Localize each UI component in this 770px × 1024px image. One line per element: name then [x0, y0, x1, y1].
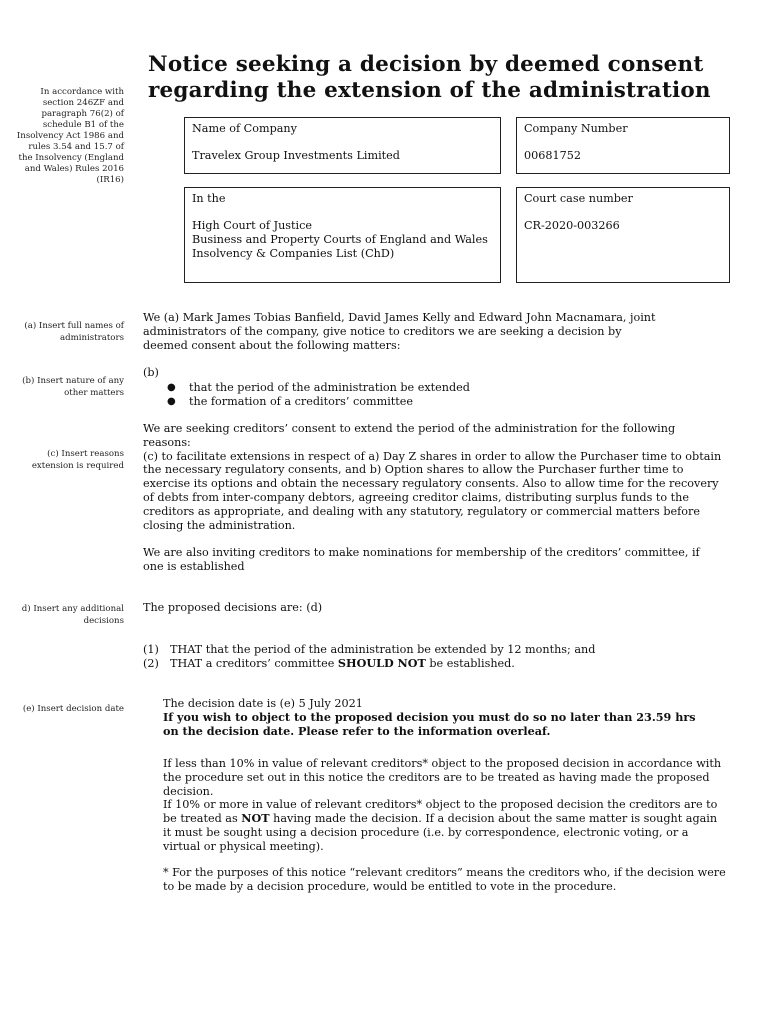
side-note-line: (b) Insert nature of any — [22, 376, 124, 386]
side-note-line: (e) Insert decision date — [22, 704, 124, 714]
side-note-line: decisions — [83, 616, 124, 626]
company-name-box — [184, 117, 501, 174]
text-line: the procedure set out in this notice the creditors are to be treated as having made the proposed — [163, 770, 710, 784]
decisions-list — [143, 643, 743, 671]
objection-warning: on the decision date. Please refer to the information overleaf. — [163, 723, 551, 738]
court-line: High Court of Justice — [192, 219, 312, 232]
side-note-a — [4, 320, 124, 344]
text-line: of debts from inter-company debtors, agreeing creditor claims, distributing surplus funds to the — [143, 490, 689, 504]
list-item — [143, 657, 743, 671]
text-line: * For the purposes of this notice “relevant creditors” means the creditors who, if the decision were — [163, 866, 726, 879]
decision-text: THAT that the period of the administration be extended by 12 months; and — [170, 643, 596, 656]
threshold-paragraph — [163, 757, 753, 854]
company-number-label: Company Number — [524, 122, 628, 135]
text-line: it must be sought using a decision procedure (i.e. by correspondence, electronic voting, or a — [163, 825, 689, 839]
side-note-d — [4, 603, 124, 627]
company-number-box — [516, 117, 730, 174]
side-note-line: (a) Insert full names of — [24, 321, 124, 331]
objection-warning: If you wish to object to the proposed decision you must do so no later than 23.59 hrs — [163, 709, 696, 724]
title-line-2: regarding the extension of the administration — [148, 78, 711, 103]
text-span: be treated as — [163, 812, 242, 826]
legal-note-line: Insolvency Act 1986 and — [16, 131, 124, 141]
decision-number: (2) — [143, 656, 159, 670]
text-line: If 10% or more in value of relevant creditors* object to the proposed decision the creditors are to — [163, 798, 718, 812]
decision-number: (1) — [143, 643, 159, 656]
page-title — [148, 52, 748, 104]
side-note-line: extension is required — [31, 461, 124, 471]
side-note-b — [4, 375, 124, 399]
list-item — [143, 381, 743, 395]
legal-note-line: schedule B1 of the — [42, 120, 124, 130]
text-line: virtual or physical meeting). — [163, 839, 324, 853]
text-line: the necessary regulatory consents, and b) Option shares to allow the Purchaser further time to — [143, 463, 684, 477]
text-emphasis: NOT — [241, 811, 270, 826]
side-note-line: administrators — [59, 333, 124, 343]
court-box — [184, 187, 501, 283]
decision-text: be established. — [425, 656, 515, 670]
text-line — [163, 812, 753, 826]
list-item-text: that the period of the administration be extended — [189, 380, 470, 394]
case-number-label: Court case number — [524, 192, 633, 205]
legal-note-line: (IR16) — [96, 175, 124, 185]
text-line: (c) to facilitate extensions in respect of a) Day Z shares in order to allow the Purchaser time to obtain — [143, 449, 722, 463]
decision-emphasis: SHOULD NOT — [337, 655, 426, 670]
text-line: to be made by a decision procedure, would be entitled to vote in the procedure. — [163, 879, 617, 893]
legal-note-line: rules 3.54 and 15.7 of — [28, 142, 124, 152]
text-line: We are seeking creditors’ consent to extend the period of the administration for the following — [143, 422, 676, 435]
matters-list — [143, 381, 743, 409]
text-span: having made the decision. If a decision about the same matter is sought again — [269, 812, 718, 826]
list-item — [143, 395, 743, 409]
side-note-c — [4, 448, 124, 472]
reasons-paragraph — [143, 422, 753, 532]
text-line: exercise its options and obtain the necessary regulatory consents. Also to allow time for the recovery — [143, 477, 719, 491]
legal-reference-note — [4, 87, 124, 186]
legal-note-line: paragraph 76(2) of — [41, 109, 124, 119]
bullet-icon: ● — [167, 381, 176, 393]
footnote — [163, 866, 753, 894]
text-line: If less than 10% in value of relevant creditors* object to the proposed decision in accordance with — [163, 757, 722, 770]
company-name-value: Travelex Group Investments Limited — [192, 149, 400, 162]
side-note-line: (c) Insert reasons — [47, 449, 124, 459]
text-line: creditors as appropriate, and dealing with any statutory, regulatory or commercial matters before — [143, 504, 700, 518]
legal-note-line: and Wales) Rules 2016 — [24, 164, 124, 174]
proposed-decisions-heading: The proposed decisions are: (d) — [143, 601, 323, 614]
side-note-line: other matters — [64, 388, 124, 398]
nominations-paragraph — [143, 546, 753, 574]
text-line: reasons: — [143, 435, 191, 449]
case-number-value: CR-2020-003266 — [524, 219, 620, 232]
court-line: Business and Property Courts of England and Wales — [192, 233, 488, 246]
b-marker: (b) — [143, 366, 159, 379]
other-matters — [143, 366, 743, 408]
bullet-icon: ● — [167, 395, 176, 407]
decision-date: The decision date is (e) 5 July 2021 — [163, 697, 363, 710]
list-item-text: the formation of a creditors’ committee — [189, 394, 414, 408]
text-line: administrators of the company, give notice to creditors we are seeking a decision by — [143, 324, 622, 338]
court-label: In the — [192, 192, 226, 205]
notice-paragraph — [143, 311, 743, 352]
legal-note-line: In accordance with — [40, 87, 124, 97]
text-line: one is established — [143, 559, 245, 573]
title-line-1: Notice seeking a decision by deemed consent — [148, 52, 704, 77]
side-note-e — [4, 703, 124, 715]
text-line: We are also inviting creditors to make nominations for membership of the creditors’ committee, if — [143, 546, 700, 559]
text-line: decision. — [163, 784, 214, 798]
company-name-label: Name of Company — [192, 122, 297, 135]
decision-text: THAT a creditors’ committee — [170, 656, 338, 670]
court-line: Insolvency & Companies List (ChD) — [192, 247, 395, 260]
company-number-value: 00681752 — [524, 149, 581, 162]
text-line: We (a) Mark James Tobias Banfield, David James Kelly and Edward John Macnamara, joint — [143, 311, 656, 324]
legal-note-line: the Insolvency (England — [18, 153, 124, 163]
case-number-box — [516, 187, 730, 283]
text-line: closing the administration. — [143, 518, 296, 532]
text-line: deemed consent about the following matters: — [143, 338, 401, 352]
legal-note-line: section 246ZF and — [42, 98, 124, 108]
decision-date-block — [163, 697, 753, 738]
side-note-line: d) Insert any additional — [21, 604, 124, 614]
list-item — [143, 643, 743, 657]
